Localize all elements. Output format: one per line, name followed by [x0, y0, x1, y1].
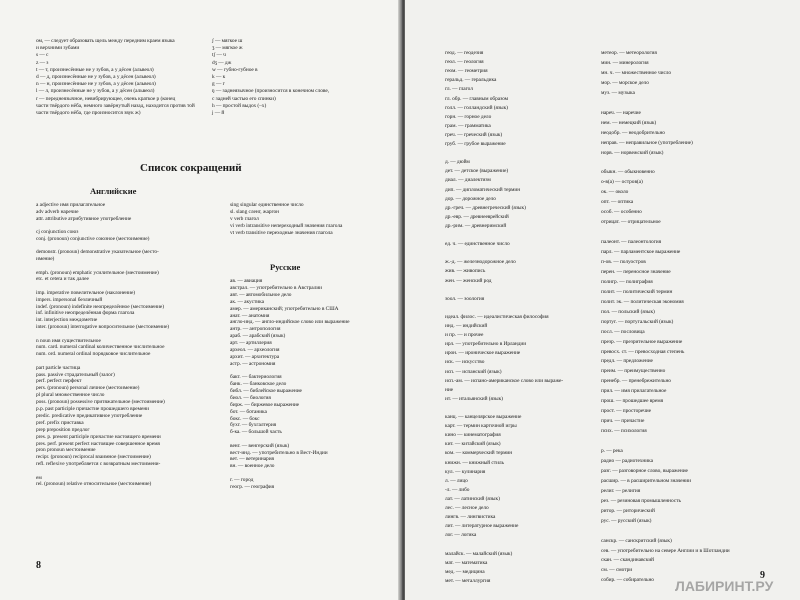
abbreviation-entry: муз. — музыка [601, 89, 635, 96]
abbreviation-entry: др.-рим. — древнеримский [445, 222, 507, 229]
phonetic-note: части твёрдого нёба, немного завёрнутый назад, находится против той [36, 102, 195, 109]
abbreviation-entry: pass. passive страдательный (залог) [36, 371, 115, 378]
abbreviation-entry: гл. обр. — главным образом [445, 95, 509, 102]
abbreviation-entry: палеонт. — палеонтология [601, 239, 662, 246]
abbreviation-entry: расшир. — в расширительном значении [601, 477, 691, 484]
abbreviation-entry: перен. — переносное значение [601, 268, 671, 275]
abbreviation-entry: мин. — минерология [601, 59, 649, 66]
abbreviation-entry: б-ка. — большой часть [230, 429, 282, 436]
abbreviation-entry: библ. — библейское выражение [230, 387, 302, 394]
abbreviation-entry: кино — кинематография [445, 432, 501, 439]
abbreviation-entry: predic. predicative предикативное употребление [36, 412, 143, 419]
abbreviation-entry: кул. — кулинария [445, 468, 486, 475]
abbreviation-entry: attr. attributive атрибутивное употребление [36, 215, 132, 222]
abbreviation-entry: adv adverb наречие [36, 208, 79, 215]
abbreviation-entry: ирл. — употребительно в Ирландии [445, 341, 527, 348]
abbreviation-entry: indef. (pronoun) indefinite неопределённое (местоимение) [36, 303, 164, 310]
abbreviation-entry: сев. — употребительно на севере Англии и в Шотландии [601, 547, 730, 554]
abbreviation-entry: неправ. — неправильное (употребление) [601, 139, 693, 146]
abbreviation-entry: refl. reflexive употребляется с возвратным местоимени- [36, 461, 161, 468]
abbreviation-entry: л. — лицо [445, 477, 468, 484]
phonetic-note: tʃ — ч [212, 52, 226, 59]
abbreviation-entry: мет. — металлургия [445, 577, 491, 584]
abbreviation-entry: посл. — пословица [601, 328, 645, 335]
abbreviation-entry: презр. — презрительное выражение [601, 338, 683, 345]
phonetic-note: h — простой выдох (–х) [212, 102, 267, 109]
abbreviation-entry: n noun имя существительное [36, 337, 101, 344]
abbreviation-entry: мор. — морское дело [601, 79, 649, 86]
abbreviation-entry: о-в(а) — остров(а) [601, 179, 643, 186]
abbreviation-entry: др.-греч. — древнегреческий (язык) [445, 204, 526, 211]
abbreviation-entry: банк. — банковское дело [230, 381, 287, 387]
abbreviation-entry: v verb глагол [230, 215, 259, 222]
abbreviation-entry: опт. — оптика [601, 199, 634, 206]
abbreviation-entry: pres. p. present participle причастие настоящего времени [36, 433, 161, 440]
phonetic-note: t — т, произнесённые не у зубов, а у дёсен (альвеол) [36, 66, 154, 73]
abbreviation-entry: emph. (pronoun) emphatic усилительное (местоимение) [36, 269, 159, 276]
abbreviation-entry: метеор. — метеорология [601, 50, 657, 56]
abbreviation-entry: геогр. — география [230, 483, 275, 490]
abbreviation-entry: парл. — парламентское выражение [601, 249, 681, 255]
phonetic-note: k — к [212, 74, 226, 80]
abbreviation-entry: demonstr. (pronoun) demonstrative указательное (место- [36, 249, 159, 256]
abbreviation-entry: дет. — детское (выражение) [445, 168, 509, 175]
abbreviation-entry: пол. — польский (язык) [601, 308, 655, 315]
abbreviation-entry: rel. (pronoun) relative относительное (местоимение) [36, 481, 152, 488]
abbreviation-entry: санскр. — санскритский (язык) [601, 537, 672, 544]
abbreviation-entry: венг. — венгерский (язык) [230, 442, 290, 449]
abbreviation-entry: рус. — русский (язык) [601, 517, 652, 524]
abbreviation-entry: vi verb intransitive непереходный значения глагола [230, 222, 343, 229]
abbreviation-entry: num. card. numeral cardinal количественное числительное [36, 344, 165, 351]
phonetic-note: ом, — следует образовать щель между передним краем языка [36, 38, 175, 44]
abbreviation-entry: псих. — психология [601, 428, 647, 435]
abbreviation-entry: бот. — ботаника [230, 408, 267, 415]
abbreviation-entry: предл. — предложение [601, 358, 653, 365]
abbreviation-entry: арт. — артиллерия [230, 340, 272, 347]
abbreviation-entry: канц. — канцелярское выражение [445, 414, 522, 420]
page-number: 8 [36, 560, 41, 571]
abbreviation-entry: ж.-д. — железнодорожное дело [445, 259, 516, 266]
abbreviation-entry: разг. — разговорное слово, выражение [601, 467, 688, 474]
abbreviation-entry: вест-инд. — употребительно в Вест-Индии [230, 449, 328, 456]
abbreviation-entry: амер. — американский; употребительно в США [230, 305, 339, 312]
abbreviation-entry: прост. — просторечие [601, 408, 651, 415]
abbreviation-entry: pres. perf. present perfect настоящее совершенное время [36, 440, 160, 447]
abbreviation-entry: особ. — особенно [601, 209, 642, 216]
abbreviation-entry: авт. — автомобильное дело [230, 291, 292, 298]
abbreviation-entry: жив. — живопись [445, 268, 486, 275]
abbreviation-entry: conj. (pronoun) conjunctive союзное (местоимение) [36, 236, 150, 242]
abbreviation-entry: imp. imperative повелительное (наклонение) [36, 289, 136, 296]
abbreviation-entry: ок. — около [601, 189, 629, 196]
abbreviation-entry: полигр. — полиграфия [601, 278, 653, 285]
abbreviation-entry: impers. impersonal безличный [36, 296, 103, 303]
abbreviation-entry: груб. — грубое выражение [445, 141, 506, 147]
abbreviation-entry: геральд. — геральдика [445, 77, 497, 84]
abbreviation-entry: прош. — прошедшее время [601, 398, 664, 405]
abbreviation-entry: pref. prefix приставка [36, 419, 84, 426]
phonetic-note: z — з [36, 59, 49, 66]
right-page [405, 0, 800, 600]
abbreviation-entry: прил. — имя прилагательное [601, 388, 667, 395]
phonetic-note: с задней частью его спинки) [212, 95, 276, 102]
abbreviation-entry: a adjective имя прилагательное [36, 202, 106, 208]
abbreviation-entry: преим. — преимущественно [601, 368, 666, 375]
abbreviation-entry: -л. — либо [445, 486, 470, 493]
abbreviation-entry: анат. — анатомия [230, 312, 270, 319]
phonetic-note: части твёрдого нёба, где произносится звук ж) [36, 110, 141, 116]
abbreviation-entry: инд. — индийский [445, 323, 488, 329]
abbreviation-entry: имение) [36, 256, 55, 263]
abbreviation-entry: прич. — причастие [601, 418, 645, 425]
abbreviation-entry: иск. — искусство [445, 359, 485, 366]
abbreviation-entry: др.-евр. — древнееврейский [445, 213, 509, 220]
phonetic-note: n — н, произнесённые не у зубов, а у дёсен (альвеол) [36, 81, 156, 88]
abbreviation-entry: геом. — геометрия [445, 68, 488, 75]
abbreviation-entry: карт. — термин карточной игры [445, 423, 517, 430]
abbreviation-entry: полит. — политический термин [601, 288, 673, 295]
abbreviation-entry: int. interjection междометие [36, 317, 98, 324]
abbreviation-entry: малайск. — малайский (язык) [445, 550, 513, 557]
phonetic-note: d — д, произнесённые не у зубов, а у дёсен (альвеол) [36, 74, 156, 80]
phonetic-note: g — г [212, 81, 225, 88]
abbreviation-entry: part particle частица [36, 364, 81, 371]
abbreviation-entry: inf. infinitive неопределённая форма глагола [36, 310, 135, 317]
abbreviation-entry: нем. — немецкий (язык) [601, 119, 657, 126]
abbreviation-entry: антр. — антропология [230, 326, 281, 333]
abbreviation-entry: араб. — арабский (язык) [230, 333, 286, 340]
abbreviation-entry: бухг. — бухгалтерия [230, 422, 277, 429]
subsection-title-english: Английские [90, 186, 137, 196]
phonetic-note: и верхними зубами [36, 45, 80, 52]
abbreviation-entry: архит. — архитектура [230, 353, 280, 360]
abbreviation-entry: отрицат. — отрицательное [601, 219, 661, 226]
abbreviation-entry: полит. эк. — политическая экономия [601, 298, 684, 305]
abbreviation-entry: геол. — геология [445, 59, 484, 66]
abbreviation-entry: pron pronoun местоимение [36, 447, 96, 454]
abbreviation-entry: ем [36, 474, 42, 481]
abbreviation-entry: р. — река [601, 448, 623, 454]
phonetic-note: ŋ — заднеязычное (произносится в конечном слове, [212, 88, 329, 95]
abbreviation-entry: prep preposition предлог [36, 426, 90, 433]
abbreviation-entry: sing singular единственное число [230, 202, 304, 208]
abbreviation-entry: cj conjunction союз [36, 229, 79, 236]
phonetic-note: j — й [212, 110, 225, 116]
abbreviation-entry: лес. — лесное дело [445, 505, 489, 511]
abbreviation-entry: собир. — собирательно [601, 577, 654, 584]
abbreviation-entry: ком. — коммерческий термин [445, 450, 513, 457]
abbreviation-entry: радио — радиотехника [601, 457, 653, 464]
abbreviation-entry: астр. — астрономия [230, 360, 276, 367]
abbreviation-entry: мн. ч. — множественное число [601, 69, 672, 76]
abbreviation-entry: зоол. — зоология [445, 295, 485, 302]
abbreviation-entry: см. — смотри [601, 567, 633, 574]
abbreviation-entry: грам. — грамматика [445, 122, 491, 129]
abbreviation-entry: ирон. — ироническое выражение [445, 350, 521, 357]
abbreviation-entry: исп.-ам. — испано-американское слово или выраже- [445, 377, 564, 384]
phonetic-note: w — губно-губное в [212, 66, 258, 73]
abbreviation-entry: голл. — голландский (язык) [445, 104, 508, 111]
abbreviation-entry: португ. — португальский (язык) [601, 318, 674, 325]
phonetic-note: dʒ — дж [212, 59, 232, 66]
abbreviation-entry: бокс. — бокс [230, 415, 260, 422]
abbreviation-entry: inter. (pronoun) interrogative вопросительное (местоимение) [36, 324, 170, 331]
abbreviation-entry: ав. — авиация [230, 278, 263, 284]
abbreviation-entry: нареч. — наречие [601, 109, 641, 116]
abbreviation-entry: etc. et cetera и так далее [36, 276, 89, 283]
abbreviation-entry: num. ord. numeral ordinal порядковое числительное [36, 351, 151, 358]
abbreviation-entry: ние [445, 386, 454, 393]
abbreviation-entry: горн. — горное дело [445, 113, 492, 120]
abbreviation-entry: геод. — геодезия [445, 50, 484, 56]
abbreviation-entry: биол. — биология [230, 394, 271, 401]
abbreviation-entry: религ. — религия [601, 487, 641, 494]
abbreviation-entry: pl plural множественное число [36, 392, 105, 399]
phonetic-note: l — л, произнесённые не у зубов, а у дёсен (альвеол) [36, 88, 155, 95]
abbreviation-entry: бакт. — бактериология [230, 374, 282, 381]
abbreviation-entry: лог. — логика [445, 532, 477, 539]
phonetic-note: r — переднеязычное, невибрирующее, очень краткое р (конец [36, 95, 176, 102]
abbreviation-entry: вет. — ветеринария [230, 456, 274, 463]
abbreviation-entry: неодобр. — неодобрительно [601, 129, 665, 136]
abbreviation-entry: д. — дюйм [445, 159, 470, 166]
abbreviation-entry: perf. perfect перфект [36, 378, 82, 385]
phonetic-note: ʒ — мягкое ж [212, 45, 243, 52]
abbreviation-entry: дип. — дипломатический термин [445, 186, 521, 193]
abbreviation-entry: греч. — греческий (язык) [445, 131, 503, 138]
abbreviation-entry: рез. — резиновая промышленность [601, 497, 681, 504]
abbreviation-entry: мат. — математика [445, 559, 488, 566]
abbreviation-entry: диал. — диалектизм [445, 177, 491, 184]
abbreviation-entry: скан. — скандинавский [601, 557, 654, 564]
abbreviation-entry: лит. — литературное выражение [445, 523, 519, 530]
abbreviation-entry: гл. — глагол [445, 86, 473, 93]
abbreviation-entry: археол. — археология [230, 347, 280, 353]
page-number: 9 [760, 570, 765, 581]
abbreviation-entry: p.p. past participle причастие прошедшего времени [36, 406, 150, 412]
subsection-title-russian: Русские [270, 262, 301, 272]
abbreviation-entry: recipr. (pronoun) reciprocal взаимное (местоимение) [36, 454, 151, 461]
abbreviation-entry: идеал. филос. — идеалистическая философия [445, 313, 549, 320]
abbreviation-entry: жен. — женский род [445, 277, 492, 284]
abbreviation-entry: sl. slang сленг, жаргон [230, 208, 279, 215]
abbreviation-entry: г. — город [230, 476, 254, 483]
abbreviation-entry: мед. — медицина [445, 568, 485, 575]
abbreviation-entry: ритор. — риторический [601, 507, 655, 514]
abbreviation-entry: ак. — акустика [230, 298, 264, 305]
abbreviation-entry: превосх. ст. — превосходная степень [601, 348, 685, 355]
abbreviation-entry: австрал. — употребительно в Австралии [230, 284, 323, 291]
phonetic-note: ʃ — мягкое ш [212, 38, 243, 44]
abbreviation-entry: ед. ч. — единственное число [445, 241, 510, 248]
abbreviation-entry: бирж. — биржевое выражение [230, 401, 300, 408]
section-title: Список сокращений [140, 162, 242, 174]
abbreviation-entry: ит. — итальянский (язык) [445, 395, 503, 402]
abbreviation-entry: дор. — дорожное дело [445, 195, 496, 202]
abbreviation-entry: пренебр. — пренебрежительно [601, 378, 671, 385]
abbreviation-entry: п-ов. — полуостров [601, 258, 646, 265]
abbreviation-entry: и пр. — и прочее [445, 332, 484, 339]
abbreviation-entry: англо-инд. — англо-индийское слово или выражение [230, 319, 350, 326]
watermark: ЛАБИРИНТ.РУ [675, 578, 774, 594]
abbreviation-entry: исп. — испанский (язык) [445, 368, 502, 375]
abbreviation-entry: книжн. — книжный стиль [445, 459, 504, 466]
abbreviation-entry: обыкн. — обыкновенно [601, 169, 655, 176]
abbreviation-entry: норв. — норвежский (язык) [601, 149, 664, 156]
abbreviation-entry: pers. (pronoun) personal личное (местоимение) [36, 385, 140, 392]
abbreviation-entry: вн. — военное дело [230, 463, 275, 470]
abbreviation-entry: poss. (pronoun) possessive притяжательное (местоимение) [36, 399, 165, 406]
abbreviation-entry: vt verb transitive переходные значения глагола [230, 229, 333, 236]
abbreviation-entry: лингв. — лингвистика [445, 514, 496, 521]
abbreviation-entry: кит. — китайский (язык) [445, 441, 501, 448]
abbreviation-entry: лат. — латинский (язык) [445, 495, 500, 502]
phonetic-note: s — с [36, 52, 49, 59]
